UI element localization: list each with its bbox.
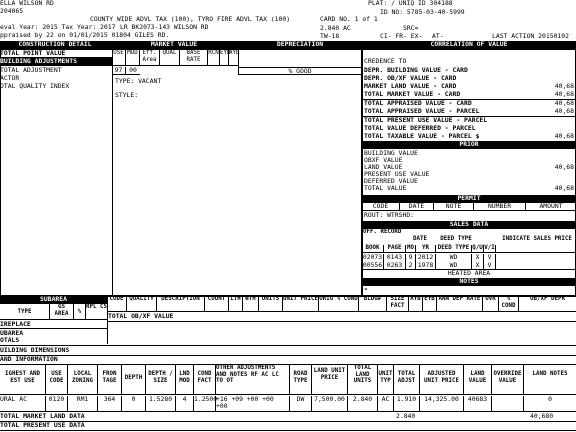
corr-label-2: MARKET LAND VALUE - CARD bbox=[364, 82, 457, 90]
building-dimensions: UILDING DIMENSIONS bbox=[0, 346, 70, 354]
sales-columns bbox=[362, 245, 576, 253]
sales-col-v: V/I bbox=[484, 245, 495, 251]
sales-page: 0143 bbox=[384, 254, 406, 262]
col-eff-area: Eff. Area bbox=[140, 50, 160, 65]
total-market-value: 40,680 bbox=[530, 412, 554, 420]
property-type: TYPE: VACANT bbox=[115, 77, 162, 85]
sales-col-mo: MO bbox=[406, 245, 416, 252]
land-col-unit-typ: UNIT TYP bbox=[378, 365, 394, 394]
notes-star: * bbox=[364, 286, 368, 294]
land-unit-typ: AC bbox=[378, 396, 394, 411]
obxf-col-description: DESCRIPTION bbox=[157, 296, 205, 311]
deed-reference: LR BK2073-143 WILSON RD bbox=[120, 23, 209, 31]
col-eyb: EYB bbox=[220, 50, 229, 65]
market-row bbox=[112, 67, 140, 75]
obxf-col-ann-dep: ANN DEP RATE bbox=[437, 296, 483, 311]
land-row bbox=[0, 396, 576, 412]
col-use: USE bbox=[112, 50, 126, 65]
land-mod: 4 bbox=[176, 396, 194, 411]
obxf-col-ayb: AYB bbox=[409, 296, 423, 311]
tax-years: eval Year: 2015 Tax Year: 2017 bbox=[0, 23, 116, 31]
at-code: AT- bbox=[432, 32, 444, 40]
permit-col-note: NOTE bbox=[434, 203, 474, 210]
deed-type-label: DEED TYPE bbox=[440, 236, 472, 242]
sales-col-yr: YR bbox=[416, 245, 436, 252]
obxf-col-size-fact: SIZE FACT bbox=[387, 296, 409, 311]
corr-label-5: TOTAL APPRAISED VALUE - PARCEL bbox=[364, 107, 480, 115]
total-adjustment: TOTAL ADJUSTMENT bbox=[0, 66, 62, 74]
land-col-use: IGHEST AND EST USE bbox=[0, 365, 46, 394]
sales-col-type: DEED TYPE bbox=[436, 245, 472, 252]
subarea-col-rpl: RPL CS bbox=[86, 304, 107, 310]
land-col-override: OVERRIDE VALUE bbox=[492, 365, 524, 394]
sales-date-label: DATE bbox=[413, 236, 427, 242]
subarea-columns bbox=[0, 304, 107, 320]
sales-col-book: BOOK bbox=[362, 245, 384, 252]
corr-value-3: 40,68 bbox=[554, 90, 574, 98]
sales-yr: 1978 bbox=[416, 262, 436, 269]
rout-watershed: ROUT: WTRSHD: bbox=[364, 211, 415, 219]
land-value: 40683 bbox=[464, 396, 492, 411]
prior-value-5: 40,68 bbox=[554, 184, 574, 192]
corr-label-7: TOTAL VALUE DEFERRED - PARCEL bbox=[364, 124, 476, 132]
obxf-col-depr: OB/XF DEPR bbox=[530, 296, 565, 302]
sales-mo: 9 bbox=[406, 254, 416, 262]
card-number: CARD NO. 1 of 1 bbox=[320, 15, 378, 23]
permit-col-date: DATE bbox=[400, 203, 434, 210]
prior-label-1: OBXF VALUE bbox=[364, 156, 403, 164]
factor-label: ACTOR bbox=[0, 74, 20, 82]
prior-label-4: DEFERRED VALUE bbox=[364, 177, 418, 185]
market-mod: 00 bbox=[129, 66, 137, 74]
land-col-total-units: TOTAL LAND UNITS bbox=[348, 365, 378, 394]
corr-label-1: DEPR. OB/XF VALUE - CARD bbox=[364, 74, 457, 82]
sales-v: V bbox=[484, 262, 496, 269]
land-col-unit-price: LAND UNIT PRICE bbox=[312, 365, 348, 394]
land-col-cond-fact: COND FACT bbox=[194, 365, 216, 394]
total-point-value: TOTAL POINT VALUE bbox=[0, 50, 112, 58]
corr-label-3: TOTAL MARKET VALUE - CARD bbox=[364, 90, 461, 98]
percent-good: % GOOD bbox=[238, 67, 362, 75]
land-col-use-code: USE CODE bbox=[46, 365, 68, 394]
corr-value-4: 40,68 bbox=[554, 99, 574, 107]
market-value-header: MARKET VALUE bbox=[110, 41, 238, 50]
land-col-total-adj: TOTAL ADJST bbox=[394, 365, 420, 394]
land-cond-fact: 1.2500 bbox=[194, 396, 216, 411]
sales-price bbox=[496, 254, 576, 262]
sales-data-header: SALES DATA bbox=[362, 221, 576, 229]
obxf-col-unit-price: UNIT PRICE bbox=[283, 296, 319, 311]
correlation-header: CORRELATION OF VALUE bbox=[362, 41, 576, 50]
col-ayb: AYB bbox=[229, 50, 240, 56]
sales-yr: 2012 bbox=[416, 254, 436, 262]
total-quality-index: OTAL QUALITY INDEX bbox=[0, 82, 70, 90]
acreage: 2.840 AC bbox=[320, 24, 351, 32]
sales-type: WD bbox=[436, 254, 472, 262]
notes-header: NOTES bbox=[362, 278, 576, 286]
land-unit-price: 7,500.00 bbox=[312, 396, 348, 411]
building-adjustments-header: BUILDING ADJUSTMENTS bbox=[0, 58, 112, 66]
land-col-depth: DEPTH bbox=[122, 365, 146, 394]
sales-page: 0263 bbox=[384, 262, 406, 269]
col-qual: QUAL bbox=[160, 50, 180, 65]
permit-col-amount: AMOUNT bbox=[539, 202, 563, 210]
land-use: URAL AC bbox=[0, 396, 46, 411]
corr-value-5: 40,68 bbox=[554, 107, 574, 115]
land-col-notes: LAND NOTES bbox=[532, 371, 568, 377]
land-notes: 0 bbox=[548, 395, 552, 403]
permit-col-code: CODE bbox=[362, 203, 400, 210]
land-col-land-value: LAND VALUE bbox=[464, 365, 492, 394]
land-col-lnd-mod: LND MOD bbox=[176, 365, 194, 394]
sales-book: 00556 bbox=[362, 261, 383, 269]
total-present-use-data: TOTAL PRESENT USE DATA bbox=[0, 421, 85, 429]
obxf-col-lth: LTH bbox=[229, 296, 243, 311]
totals-label: OTALS bbox=[0, 336, 20, 344]
obxf-col-ovr: OVR bbox=[483, 296, 499, 311]
heated-area: HEATED AREA bbox=[447, 269, 491, 277]
corr-value-8: 40,68 bbox=[554, 132, 574, 140]
obxf-col-cond: % COND bbox=[499, 296, 519, 311]
sales-book: 02073 bbox=[362, 253, 383, 261]
land-depth-size: 1.5280 bbox=[146, 396, 176, 411]
land-col-depth-size: DEPTH / SIZE bbox=[146, 365, 176, 394]
obxf-col-orig-cond: ORIG % COND bbox=[319, 296, 359, 311]
total-obxf-value: TOTAL OB/XF VALUE bbox=[108, 312, 174, 320]
obxf-col-quality: QUALITY bbox=[127, 296, 157, 311]
land-override bbox=[492, 396, 524, 411]
prior-label-5: TOTAL VALUE bbox=[364, 184, 407, 192]
prior-label-3: PRESENT USE VALUE bbox=[364, 170, 430, 178]
indicate-sales-label: INDICATE SALES PRICE bbox=[502, 236, 572, 242]
col-base-rate: BASE RATE bbox=[180, 50, 208, 65]
permit-columns bbox=[362, 203, 576, 211]
market-use: 97 bbox=[112, 67, 126, 74]
col-rcn: RCN bbox=[208, 50, 220, 65]
depreciation-header: DEPRECIATION bbox=[238, 41, 362, 50]
src-code: SRC= bbox=[403, 24, 419, 32]
land-col-road-type: ROAD TYPE bbox=[290, 365, 312, 394]
obxf-col-eyb: EYB bbox=[423, 296, 437, 311]
land-total-adj: 1.910 bbox=[394, 396, 420, 411]
land-use-code: 0120 bbox=[46, 396, 68, 411]
property-style: STYLE: bbox=[115, 91, 139, 99]
permit-header: PERMIT bbox=[362, 195, 576, 203]
subarea-col-pct: % bbox=[74, 304, 86, 319]
obxf-col-wth: WTH bbox=[243, 296, 259, 311]
land-depth: 0 bbox=[122, 396, 146, 411]
last-action: LAST ACTION 20150102 bbox=[492, 32, 569, 40]
sales-q: X bbox=[472, 254, 484, 262]
appraised-line: ppraised by 22 on 01/01/2015 01804 GILES RD. bbox=[0, 31, 170, 39]
prior-header: PRIOR bbox=[362, 141, 576, 149]
land-information-title: AND INFORMATION bbox=[0, 355, 58, 363]
plat-id: PLAT: / UNIQ ID 304188 bbox=[368, 0, 453, 7]
sales-q: X bbox=[472, 262, 484, 269]
sales-price bbox=[496, 262, 576, 269]
tax-districts: COUNTY WIDE ADVL TAX (100), TYRO FIRE ADVL TAX (100) bbox=[90, 15, 291, 23]
land-total-units: 2.840 bbox=[348, 396, 378, 411]
land-zoning: RM1 bbox=[68, 396, 98, 411]
obxf-col-count: COUNT bbox=[205, 296, 229, 311]
corr-label-0: DEPR. BUILDING VALUE - CARD bbox=[364, 66, 468, 74]
sales-v: V bbox=[484, 254, 496, 262]
land-columns bbox=[0, 365, 576, 395]
prior-label-2: LAND VALUE bbox=[364, 163, 403, 171]
sales-col-page: PAGE bbox=[384, 245, 406, 252]
land-col-frontage: FRON TAGE bbox=[98, 365, 122, 394]
sales-type: WD bbox=[436, 262, 472, 269]
corr-label-8: TOTAL TAXABLE VALUE - PARCEL $ bbox=[364, 132, 480, 140]
corr-label-4: TOTAL APPRAISED VALUE - CARD bbox=[364, 99, 472, 107]
col-mod: MOD bbox=[126, 50, 140, 65]
land-col-adj-price: ADJUSTED UNIT PRICE bbox=[420, 365, 464, 394]
off-record-label: OFF. RECORD bbox=[363, 229, 402, 235]
land-col-other-adj: OTHER ADJUSTMENTS AND NOTES RF AC LC TO OT bbox=[216, 365, 290, 394]
credence-to: CREDENCE TO bbox=[364, 57, 407, 65]
ci-fr-ex: CI- FR- EX- bbox=[380, 32, 423, 40]
construction-detail-header: CONSTRUCTION DETAIL bbox=[0, 41, 110, 50]
subarea-col-gs-area: GS AREA bbox=[50, 304, 74, 319]
prior-value-2: 40,68 bbox=[554, 163, 574, 171]
land-col-zoning: LOCAL ZONING bbox=[68, 365, 98, 394]
subarea-col-type: TYPE bbox=[0, 304, 50, 319]
subarea-total-label: UBAREA bbox=[0, 329, 24, 337]
id-number: ID NO: 5785-03-40-5999 bbox=[380, 8, 465, 16]
owner-name: ELLA WILSON RD bbox=[0, 0, 54, 7]
sales-mo: 2 bbox=[406, 262, 416, 269]
corr-label-6: TOTAL PRESENT USE VALUE - PARCEL bbox=[364, 116, 488, 124]
sales-col-q: Q/U bbox=[472, 245, 483, 251]
land-other-adj: +16 +09 +00 +00 +00 bbox=[216, 396, 290, 411]
sales-col-price bbox=[496, 245, 576, 252]
prior-label-0: BUILDING VALUE bbox=[364, 149, 418, 157]
parcel-number: 204065 bbox=[0, 7, 24, 15]
total-market-land-data: TOTAL MARKET LAND DATA bbox=[0, 412, 85, 420]
subarea-header: SUBAREA bbox=[0, 296, 107, 304]
obxf-col-code: CODE bbox=[107, 296, 127, 311]
total-market-units: 2.840 bbox=[396, 412, 416, 420]
land-frontage: 364 bbox=[98, 396, 122, 411]
obxf-columns bbox=[107, 296, 576, 312]
main-form-frame bbox=[0, 41, 362, 296]
fireplace-row: IREPLACE bbox=[0, 321, 107, 329]
market-columns bbox=[112, 50, 238, 66]
land-adj-price: 14,325.00 bbox=[420, 396, 464, 411]
obxf-col-bldg: BLDG# bbox=[359, 296, 387, 311]
township: TW-18 bbox=[320, 32, 340, 40]
corr-value-2: 40,68 bbox=[554, 82, 574, 90]
obxf-col-units: UNITS bbox=[259, 296, 283, 311]
land-road-type: DW bbox=[290, 396, 312, 411]
permit-col-number: NUMBER bbox=[474, 203, 526, 210]
